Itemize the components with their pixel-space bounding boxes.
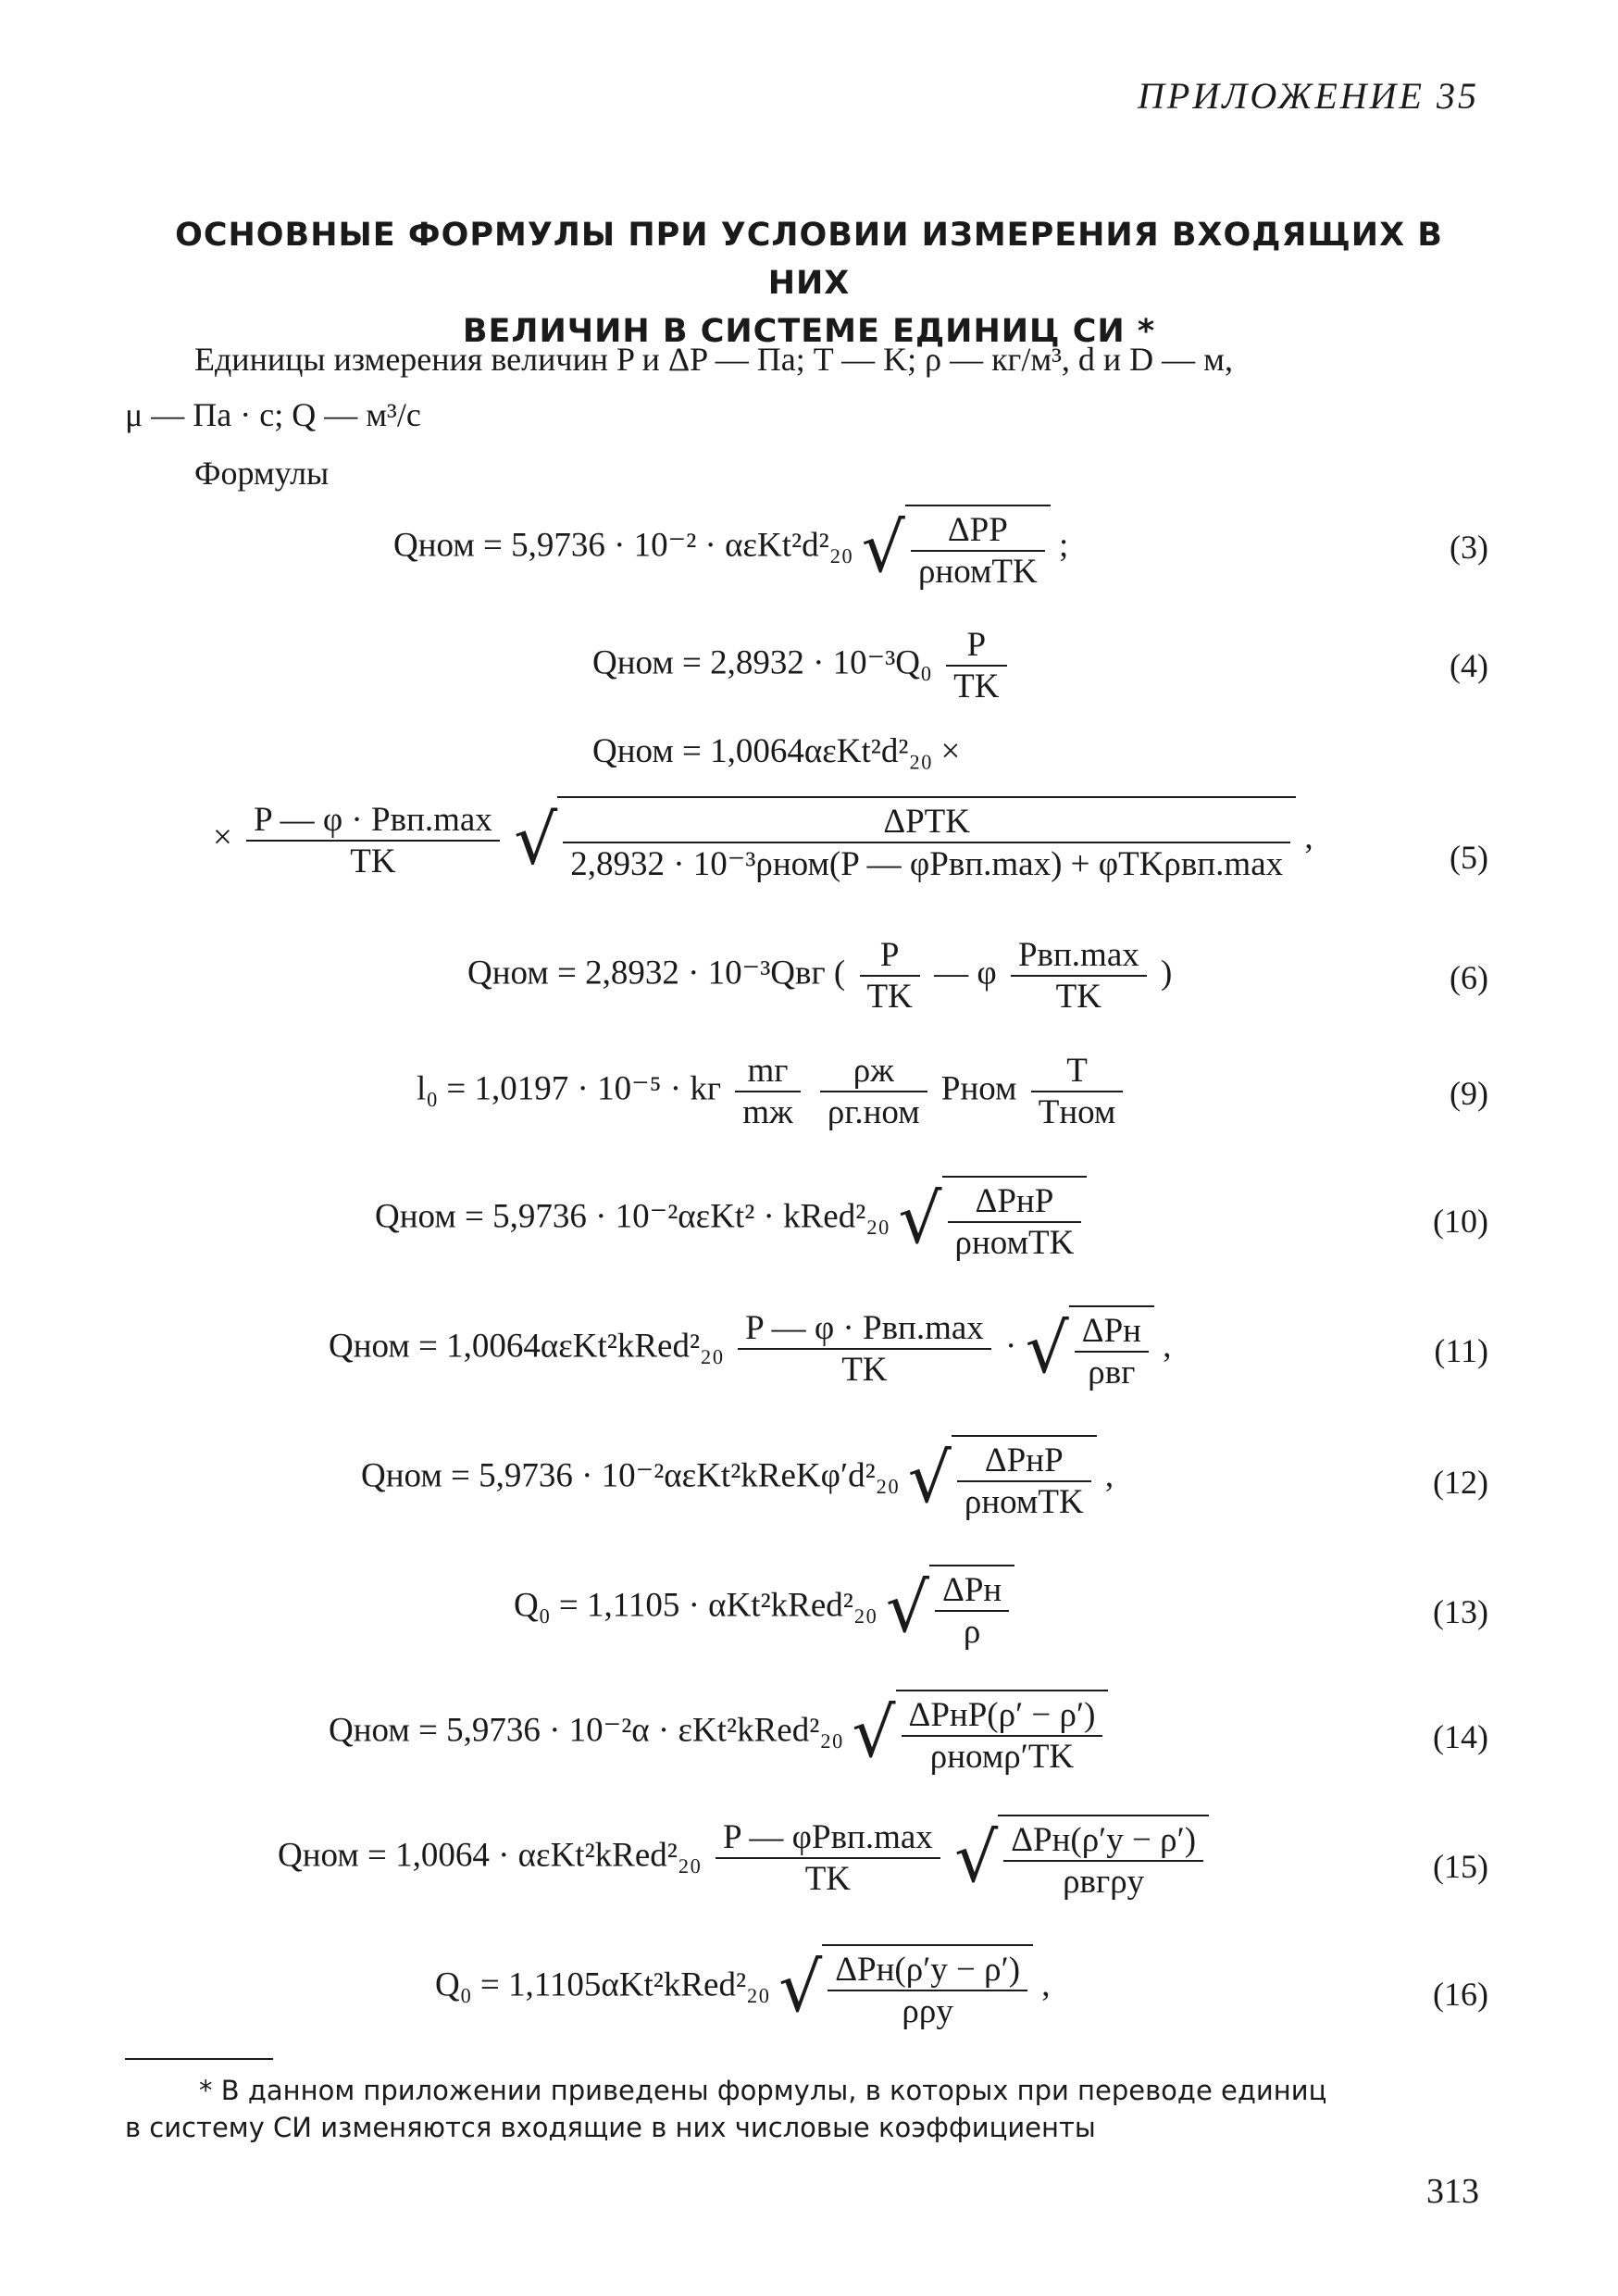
formula-12-denominator: ρномTK (964, 1483, 1084, 1521)
formula-4-numerator: P (946, 625, 1006, 667)
formula-4-number: (4) (1450, 647, 1488, 684)
page-header-appendix: ПРИЛОЖЕНИЕ 35 (1138, 75, 1479, 117)
formula-15-fraction-denominator: TK (804, 1860, 852, 1898)
formula-15-root-numerator: ΔPн(ρ′у − ρ′) (1003, 1820, 1203, 1862)
formula-14-lhs: Qном = 5,9736 · 10⁻²α · εKt²kRed²₂₀ (329, 1711, 844, 1750)
footnote (125, 2072, 1495, 2146)
formula-11-fraction-numerator: P — φ · Pвп.max (738, 1308, 991, 1350)
formula-5-root-numerator: ΔPTK (563, 802, 1290, 843)
formula-11: Qном = 1,0064αεKt²kRed²₂₀ $\frac{\text{P — φ · Pвп.max}}{TK}$ · √ $\frac{\text{ΔPн}}{\text{ρвг}}$ , (329, 1305, 1171, 1392)
formula-11-lhs: Qном = 1,0064αεKt²kRed²₂₀ (329, 1327, 724, 1366)
formula-5-line-2: × $\frac{\text{P — φ · Pвп.max}}{TK}$ √ $\frac{\text{ΔPTK}}{\text{2,8932 · 10⁻³ρном(P — φPвп.max) + φTKρвп.max}}$ , (213, 796, 1313, 884)
formula-3-tail: ; (1058, 526, 1069, 565)
formula-16-lhs: Q₀ = 1,1105αKt²kRed²₂₀ (435, 1965, 770, 2004)
formula-12-numerator: ΔPнP (957, 1441, 1091, 1482)
footnote-divider (125, 2058, 273, 2060)
formula-11-number: (11) (1434, 1332, 1488, 1369)
formula-9-frac1-numerator: mг (735, 1051, 800, 1092)
formula-16-tail: , (1041, 1965, 1051, 2004)
document-title-line-2: ВЕЛИЧИН В СИСТЕМЕ ЕДИНИЦ СИ * (462, 313, 1156, 350)
footnote-line-2: в систему СИ изменяются входящие в них числовые коэффициенты (125, 2112, 1096, 2143)
formula-6-frac2-denominator: TK (1055, 978, 1101, 1016)
formula-10-numerator: ΔPнP (948, 1181, 1082, 1223)
formula-15-root-denominator: ρвгρу (1063, 1863, 1145, 1901)
formula-12-number: (12) (1433, 1464, 1488, 1501)
page-number: 313 (1426, 2172, 1479, 2211)
formula-16-denominator: ρρу (902, 1992, 953, 2030)
formula-9-frac2-denominator: ρг.ном (827, 1093, 920, 1131)
formula-16: Q₀ = 1,1105αKt²kRed²₂₀ √ $\frac{\text{ΔPн(ρ′у − ρ′)}}{\text{ρρу}}$ , (435, 1944, 1051, 2031)
formula-6-frac2-numerator: Pвп.max (1011, 935, 1147, 977)
formula-5-number: (5) (1450, 839, 1488, 876)
formula-5-root-denominator: 2,8932 · 10⁻³ρном(P — φPвп.max) + φTKρвп.max (570, 845, 1284, 883)
formula-6: Qном = 2,8932 · 10⁻³Qвг ( $\frac{P}{TK}$ — φ $\frac{\text{Pвп.max}}{TK}$ ) (467, 936, 1173, 1016)
units-line-2: μ — Па · с; Q — м³/с (125, 396, 421, 433)
units-line-1: Единицы измерения величин P и ΔP — Па; T — K; ρ — кг/м³, d и D — м, (194, 341, 1233, 378)
formula-16-numerator: ΔPн(ρ′у − ρ′) (828, 1950, 1027, 1991)
formula-15-number: (15) (1433, 1848, 1488, 1885)
formula-15-fraction-numerator: P — φPвп.max (716, 1817, 940, 1859)
formula-15-lhs: Qном = 1,0064 · αεKt²kRed²₂₀ (278, 1836, 702, 1875)
formula-6-frac1-denominator: TK (866, 978, 913, 1016)
formula-5-times: × (213, 817, 232, 856)
formula-15: Qном = 1,0064 · αεKt²kRed²₂₀ $\frac{\text{P — φPвп.max}}{TK}$ √ $\frac{\text{ΔPн(ρ′у − ρ′)}}{\text{ρвгρу}}$ (278, 1815, 1209, 1902)
formula-9-frac3-numerator: T (1031, 1051, 1124, 1092)
formula-5-line-1: Qном = 1,0064αεKt²d²₂₀ × (592, 732, 961, 770)
formula-10-denominator: ρномTK (954, 1224, 1075, 1262)
formula-3-number: (3) (1450, 529, 1488, 566)
formula-5-fraction-denominator: TK (350, 842, 396, 880)
formula-12-tail: , (1104, 1456, 1114, 1495)
formula-5-tail: , (1304, 817, 1313, 856)
formula-13-denominator: ρ (963, 1613, 981, 1651)
formula-14-numerator: ΔPнP(ρ′ − ρ′) (902, 1695, 1103, 1737)
formula-4 (592, 625, 1013, 706)
formula-13: Q₀ = 1,1105 · αKt²kRed²₂₀ √ $\frac{\text{ΔPн}}{\rho}$ (514, 1565, 1014, 1652)
formula-3-denominator: ρномTK (917, 553, 1038, 591)
formula-9-frac1-denominator: mж (742, 1093, 793, 1131)
formula-3: Qном = 5,9736 · 10⁻² · αεKt²d²₂₀ √ $\frac{\text{ΔPP}}{\text{ρномTK}}$ ; (393, 505, 1068, 592)
formula-11-tail: , (1163, 1327, 1172, 1366)
formula-9 (417, 1051, 1128, 1132)
formula-11-root-denominator: ρвг (1088, 1354, 1136, 1391)
formula-9-frac3-denominator: Tном (1038, 1093, 1116, 1131)
formula-6-lhs: Qном = 2,8932 · 10⁻³Qвг (467, 954, 826, 992)
units-paragraph (125, 331, 1490, 443)
formula-5-fraction-numerator: P — φ · Pвп.max (246, 800, 500, 842)
formula-16-number: (16) (1433, 1976, 1488, 2013)
formula-11-root-numerator: ΔPн (1075, 1311, 1149, 1353)
formula-9-lhs: l₀ = 1,0197 · 10⁻⁵ · kг (417, 1069, 722, 1108)
formula-13-number: (13) (1433, 1593, 1488, 1630)
formula-11-fraction-denominator: TK (841, 1351, 888, 1389)
formula-10-lhs: Qном = 5,9736 · 10⁻²αεKt² · kRed²₂₀ (375, 1197, 890, 1236)
formula-13-numerator: ΔPн (935, 1570, 1009, 1612)
formula-4-lhs: Qном = 2,8932 · 10⁻³Q₀ (592, 643, 932, 682)
formula-3-numerator: ΔPP (911, 510, 1045, 552)
formula-9-middle: Pном (940, 1069, 1017, 1108)
formula-4-denominator: TK (953, 668, 1000, 705)
formula-12-lhs: Qном = 5,9736 · 10⁻²αεKt²kReKφ′d²₂₀ (361, 1456, 900, 1495)
formula-10-number: (10) (1433, 1203, 1488, 1240)
formula-14: Qном = 5,9736 · 10⁻²α · εKt²kRed²₂₀ √ $\frac{\text{ΔPнP(ρ′ − ρ′)}}{\text{ρномρ′TK}}$ (329, 1690, 1108, 1777)
formula-3-lhs: Qном = 5,9736 · 10⁻² · αεKt²d²₂₀ (393, 526, 853, 565)
formula-14-number: (14) (1433, 1718, 1488, 1755)
formula-9-frac2-numerator: ρж (820, 1051, 927, 1092)
formulas-label: Формулы (194, 455, 330, 492)
formula-14-denominator: ρномρ′TK (929, 1738, 1075, 1776)
document-title-line-1: ОСНОВНЫЕ ФОРМУЛЫ ПРИ УСЛОВИИ ИЗМЕРЕНИЯ ВХОДЯЩИХ В НИХ (175, 217, 1443, 302)
formula-13-lhs: Q₀ = 1,1105 · αKt²kRed²₂₀ (514, 1586, 877, 1625)
formula-6-frac1-numerator: P (860, 935, 920, 977)
formula-6-number: (6) (1450, 959, 1488, 996)
formula-12: Qном = 5,9736 · 10⁻²αεKt²kReKφ′d²₂₀ √ $\frac{\text{ΔPнP}}{\text{ρномTK}}$ , (361, 1435, 1114, 1522)
formula-10: Qном = 5,9736 · 10⁻²αεKt² · kRed²₂₀ √ $\frac{\text{ΔPнP}}{\text{ρномTK}}$ (375, 1176, 1087, 1263)
footnote-line-1: * В данном приложении приведены формулы, в которых при переводе единиц (199, 2075, 1327, 2106)
formula-9-number: (9) (1450, 1075, 1488, 1112)
